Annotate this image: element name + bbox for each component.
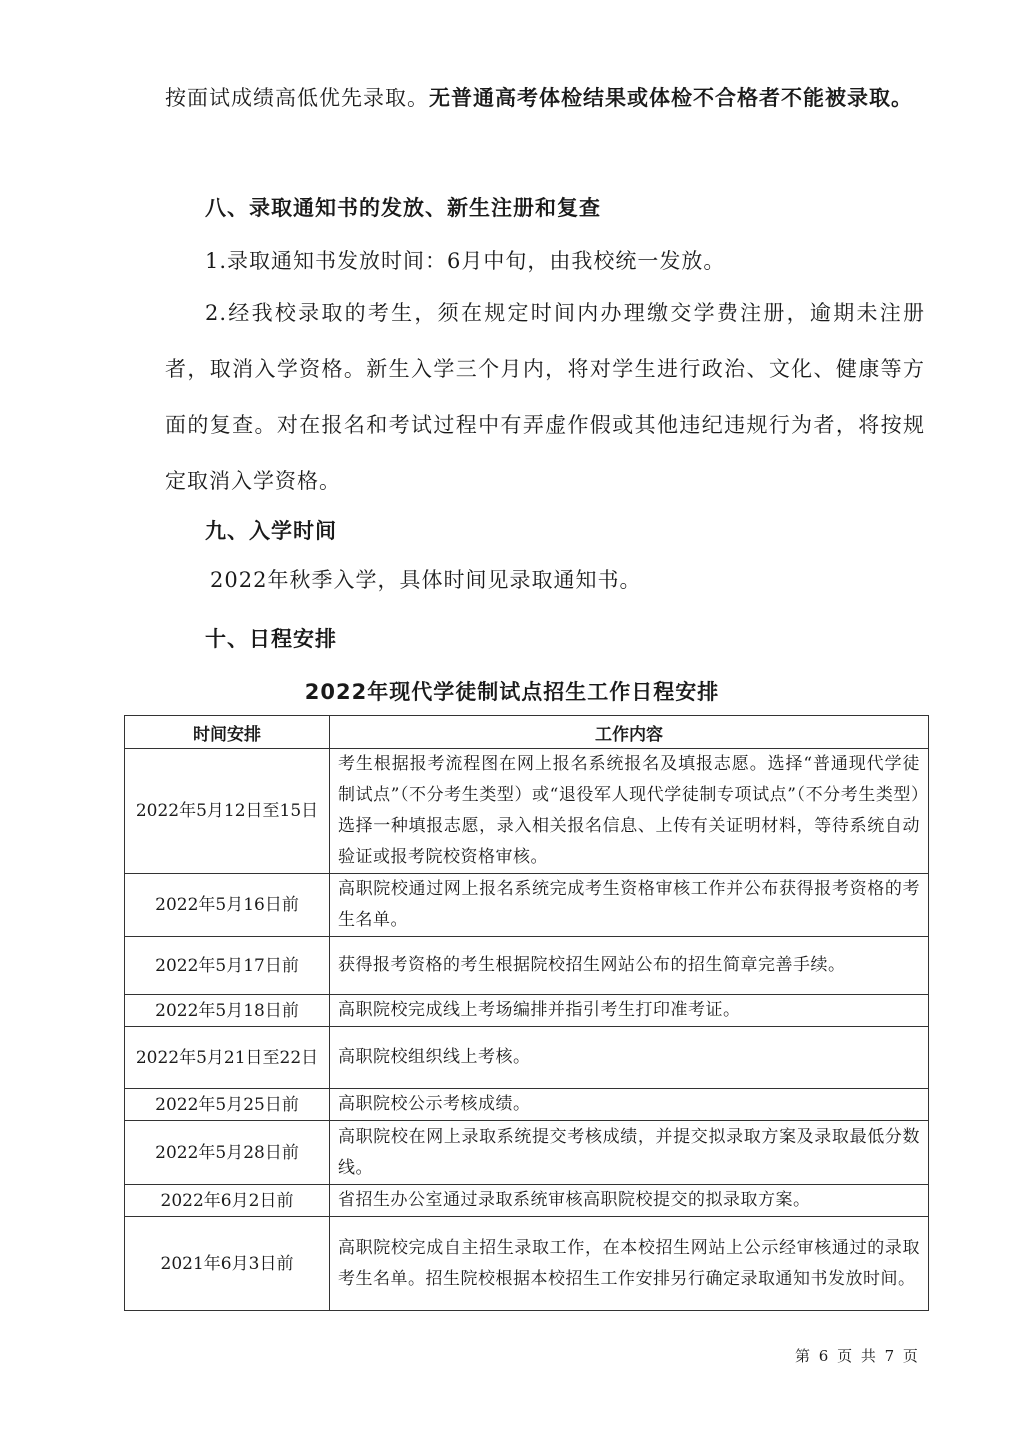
row-date: 2022年5月12日至15日 — [125, 749, 330, 874]
admission-paragraph — [165, 70, 925, 126]
row-content: 高职院校完成自主招生录取工作，在本校招生网站上公示经审核通过的录取考生名单。招生院校根据本校招生工作安排另行确定录取通知书发放时间。 — [330, 1217, 929, 1311]
admission-text-bold: 无普通高考体检结果或体检不合格者不能被录取。 — [429, 86, 913, 110]
row-content: 高职院校组织线上考核。 — [330, 1027, 929, 1089]
row-date: 2022年5月25日前 — [125, 1089, 330, 1121]
section-heading-8: 八、录取通知书的发放、新生注册和复查 — [205, 196, 601, 220]
table-row — [125, 1089, 929, 1121]
table-row — [125, 1217, 929, 1311]
row-date: 2022年5月21日至22日 — [125, 1027, 330, 1089]
section-heading-10: 十、日程安排 — [205, 627, 337, 651]
schedule-table — [124, 715, 929, 1311]
page-number-footer: 第 6 页 共 7 页 — [795, 1347, 920, 1365]
notice-item-1: 1.录取通知书发放时间：6月中旬，由我校统一发放。 — [205, 249, 726, 273]
row-date: 2022年5月16日前 — [125, 874, 330, 937]
row-date: 2021年6月3日前 — [125, 1217, 330, 1311]
row-date: 2022年6月2日前 — [125, 1185, 330, 1217]
table-row — [125, 937, 929, 995]
row-date: 2022年5月18日前 — [125, 995, 330, 1027]
row-content: 获得报考资格的考生根据院校招生网站公布的招生简章完善手续。 — [330, 937, 929, 995]
row-content: 考生根据报考流程图在网上报名系统报名及填报志愿。选择“普通现代学徒制试点”（不分考生类型）或“退役军人现代学徒制专项试点”（不分考生类型）选择一种填报志愿，录入相关报名信息、上传有关证明材料，等待系统自动验证或报考院校资格审核。 — [330, 749, 929, 874]
row-content: 高职院校在网上录取系统提交考核成绩，并提交拟录取方案及录取最低分数线。 — [330, 1121, 929, 1185]
header-time: 时间安排 — [125, 716, 330, 749]
section-heading-9: 九、入学时间 — [205, 519, 337, 543]
row-date: 2022年5月17日前 — [125, 937, 330, 995]
row-content: 高职院校完成线上考场编排并指引考生打印准考证。 — [330, 995, 929, 1027]
row-content: 高职院校通过网上报名系统完成考生资格审核工作并公布获得报考资格的考生名单。 — [330, 874, 929, 937]
row-date: 2022年5月28日前 — [125, 1121, 330, 1185]
admission-text: 按面试成绩高低优先录取。 — [165, 86, 429, 110]
schedule-table-title: 2022年现代学徒制试点招生工作日程安排 — [304, 680, 720, 704]
table-header-row — [125, 716, 929, 749]
table-row — [125, 1027, 929, 1089]
header-content: 工作内容 — [330, 716, 929, 749]
table-row — [125, 749, 929, 874]
notice-item-2: 2.经我校录取的考生，须在规定时间内办理缴交学费注册，逾期未注册者，取消入学资格。新生入学三个月内，将对学生进行政治、文化、健康等方面的复查。对在报名和考试过程中有弄虚作假或其他违纪违规行为者，将按规定取消入学资格。 — [165, 301, 925, 493]
table-row — [125, 1185, 929, 1217]
table-row — [125, 995, 929, 1027]
row-content: 高职院校公示考核成绩。 — [330, 1089, 929, 1121]
enrollment-time-text: 2022年秋季入学，具体时间见录取通知书。 — [210, 568, 642, 592]
table-row — [125, 874, 929, 937]
row-content: 省招生办公室通过录取系统审核高职院校提交的拟录取方案。 — [330, 1185, 929, 1217]
table-row — [125, 1121, 929, 1185]
